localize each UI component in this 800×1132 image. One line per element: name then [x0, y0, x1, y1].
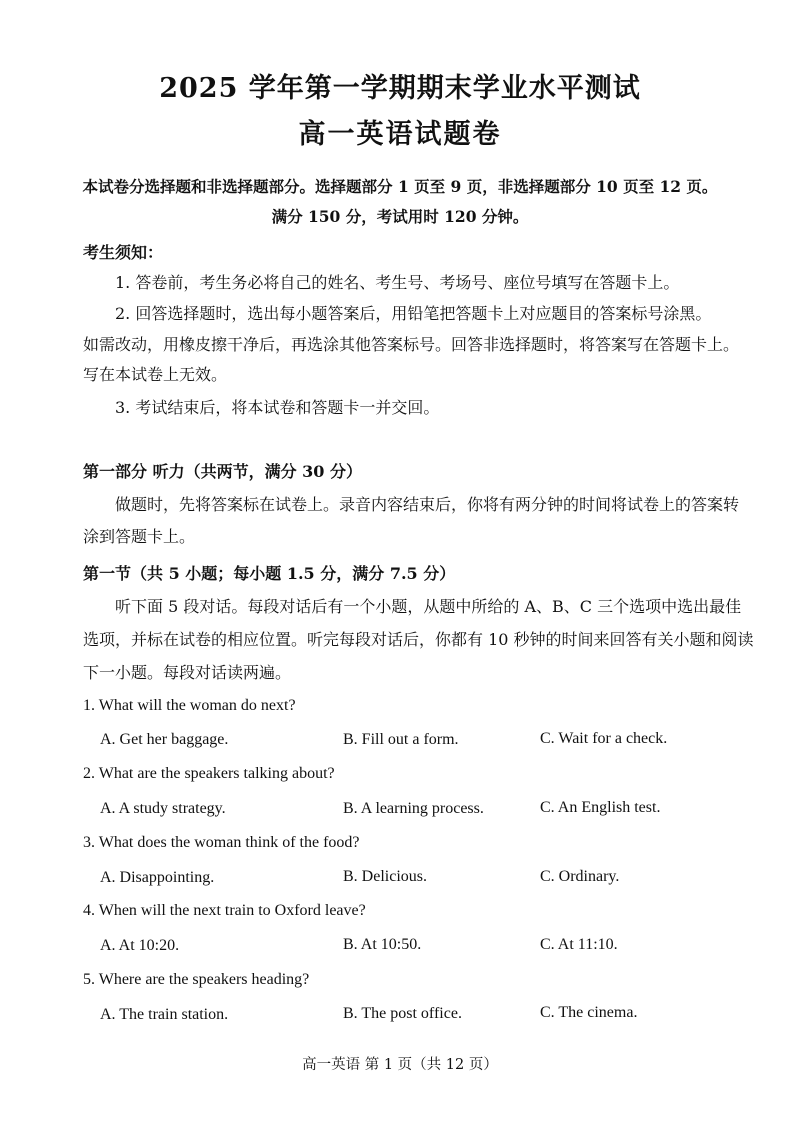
question-3-option-c: C. Ordinary.	[540, 868, 620, 885]
question-4-option-b: B. At 10:50.	[343, 936, 422, 953]
exam-title: 2025 学年第一学期期末学业水平测试	[159, 73, 641, 104]
question-1-option-a: A. Get her baggage.	[100, 731, 229, 748]
notice-item-1: 1. 答卷前，考生务必将自己的姓名、考生号、考场号、座位号填写在答题卡上。	[115, 273, 680, 292]
exam-subtitle: 高一英语试题卷	[298, 119, 502, 150]
question-5: 5. Where are the speakers heading?	[83, 971, 310, 988]
part1-desc-line-2: 涂到答题卡上。	[83, 527, 196, 546]
question-5-option-c: C. The cinema.	[540, 1004, 638, 1021]
question-1-option-b: B. Fill out a form.	[343, 731, 459, 748]
notice-item-2-line-2: 如需改动，用橡皮擦干净后，再选涂其他答案标号。回答非选择题时，将答案写在答题卡上。	[83, 335, 740, 354]
question-2-option-b: B. A learning process.	[343, 800, 484, 817]
question-3-option-a: A. Disappointing.	[100, 869, 215, 886]
question-5-option-b: B. The post office.	[343, 1005, 462, 1022]
question-2: 2. What are the speakers talking about?	[83, 765, 335, 782]
part1-desc-line-1: 做题时，先将答案标在试卷上。录音内容结束后，你将有两分钟的时间将试卷上的答案转	[115, 495, 740, 514]
question-4-option-c: C. At 11:10.	[540, 936, 618, 953]
question-3: 3. What does the woman think of the food?	[83, 834, 360, 851]
question-1-option-c: C. Wait for a check.	[540, 730, 668, 747]
section1-desc-line-2: 选项，并标在试卷的相应位置。听完每段对话后，你都有 10 秒钟的时间来回答有关小题和阅读	[83, 630, 754, 649]
section1-desc-line-1: 听下面 5 段对话。每段对话后有一个小题，从题中所给的 A、B、C 三个选项中选出最佳	[115, 597, 742, 616]
question-2-option-a: A. A study strategy.	[100, 800, 226, 817]
intro-line-2: 满分 150 分，考试用时 120 分钟。	[271, 207, 529, 226]
notice-heading: 考生须知：	[83, 243, 164, 262]
part1-heading: 第一部分 听力（共两节，满分 30 分）	[83, 462, 362, 481]
page-footer: 高一英语 第 1 页（共 12 页）	[302, 1057, 498, 1073]
section1-heading: 第一节（共 5 小题；每小题 1.5 分，满分 7.5 分）	[83, 564, 456, 583]
question-3-option-b: B. Delicious.	[343, 868, 427, 885]
notice-item-2-line-1: 2. 回答选择题时，选出每小题答案后，用铅笔把答题卡上对应题目的答案标号涂黑。	[115, 304, 712, 323]
notice-item-2-line-3: 写在本试卷上无效。	[83, 365, 228, 384]
question-5-option-a: A. The train station.	[100, 1006, 229, 1023]
question-2-option-c: C. An English test.	[540, 799, 661, 816]
question-4: 4. When will the next train to Oxford leave?	[83, 902, 366, 919]
question-4-option-a: A. At 10:20.	[100, 937, 180, 954]
intro-line-1: 本试卷分选择题和非选择题部分。选择题部分 1 页至 9 页，非选择题部分 10 页至 12 页。	[82, 177, 718, 196]
section1-desc-line-3: 下一小题。每段对话读两遍。	[83, 663, 292, 682]
notice-item-3: 3. 考试结束后，将本试卷和答题卡一并交回。	[115, 398, 440, 417]
question-1: 1. What will the woman do next?	[83, 697, 296, 714]
